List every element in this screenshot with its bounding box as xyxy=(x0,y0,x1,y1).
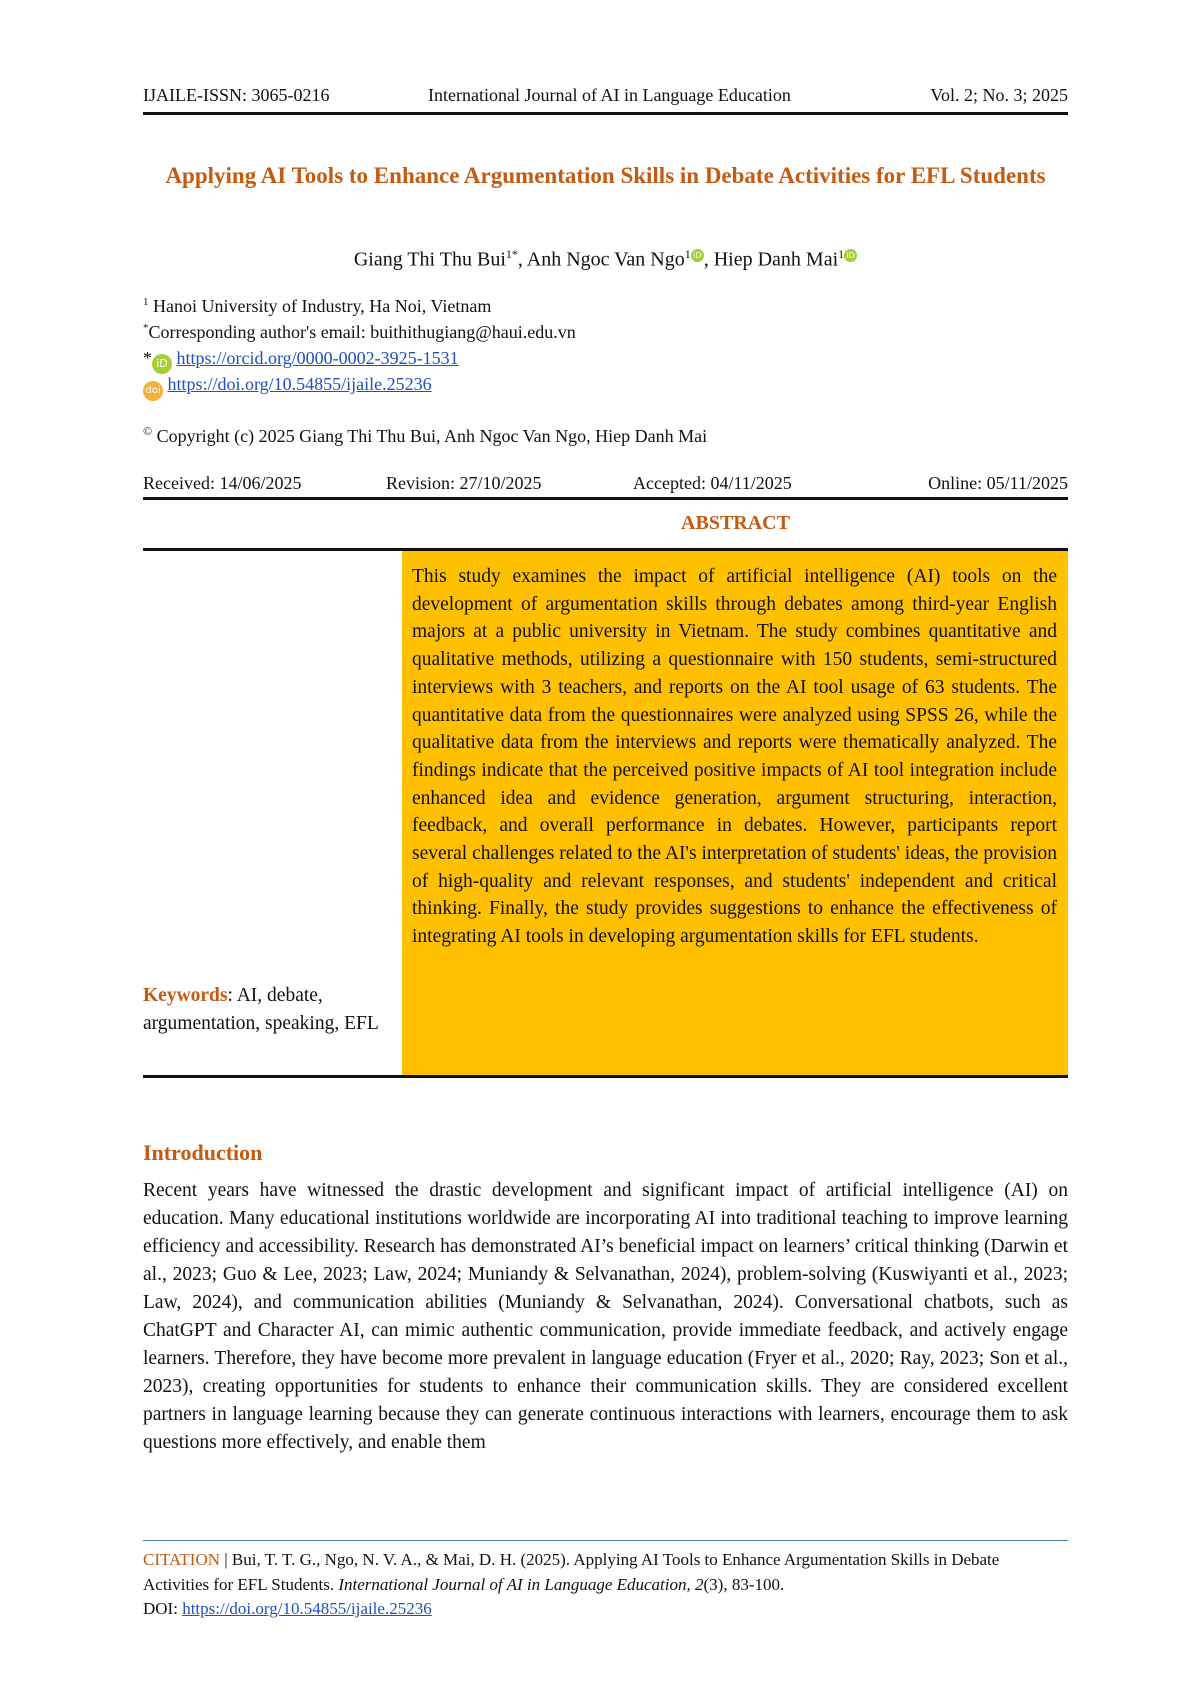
corresponding-author xyxy=(143,322,576,343)
accepted-date: Accepted: 04/11/2025 xyxy=(633,473,792,493)
abstract-box xyxy=(402,551,1068,1075)
publication-dates xyxy=(143,473,1068,500)
keywords xyxy=(143,982,393,1037)
affiliation-superscript: 1 xyxy=(143,296,149,308)
copyright-icon: © xyxy=(143,424,153,438)
keywords-label: Keywords xyxy=(143,985,228,1006)
journal-name: International Journal of AI in Language Education xyxy=(428,85,791,105)
revision-date: Revision: 27/10/2025 xyxy=(386,473,542,493)
affiliation xyxy=(143,296,491,317)
citation-journal: International Journal of AI in Language Education, 2 xyxy=(338,1574,704,1594)
copyright-line xyxy=(143,424,707,447)
author-superscript: 1 xyxy=(838,247,845,261)
author-superscript: 1* xyxy=(505,247,518,261)
doi-line xyxy=(143,374,432,401)
running-header xyxy=(143,84,1068,115)
orcid-prefix: * xyxy=(143,348,152,368)
article-title: Applying AI Tools to Enhance Argumentation Skills in Debate Activities for EFL Students xyxy=(165,163,1046,188)
citation-issue: (3), 83-100. xyxy=(703,1574,785,1594)
introduction-paragraph: Recent years have witnessed the drastic development and significant impact of artificial intelligence (AI) on education. Many educational institutions worldwide are incorporating AI into traditional teaching to improve learning efficiency and accessibility. Research has demonstrated AI’s beneficial impact on learners’ critical thinking (Darwin et al., 2023; Guo & Lee, 2023; Law, 2024; Muniandy & Selvanathan, 2024), problem-solving (Kuswiyanti et al., 2023; Law, 2024), and communication abilities (Muniandy & Selvanathan, 2024). Conversational chatbots, such as ChatGPT and Character AI, can mimic authentic communication, provide immediate feedback, and actively engage learners. Therefore, they have become more prevalent in language education (Fryer et al., 2020; Ray, 2023; Son et al., 2023), creating opportunities for students to enhance their communication skills. They are considered excellent partners in language learning because they can generate continuous interactions with learners, encourage them to ask questions more effectively, and enable them xyxy=(143,1180,1068,1453)
doi-icon: doi xyxy=(143,381,163,401)
citation-block xyxy=(143,1548,1068,1622)
author-superscript: 1 xyxy=(684,247,691,261)
online-date: Online: 05/11/2025 xyxy=(928,473,1068,493)
keywords-text: : AI, debate, argumentation, speaking, EFL xyxy=(143,985,379,1034)
doi-link[interactable]: https://doi.org/10.54855/ijaile.25236 xyxy=(167,374,432,394)
abstract-text: This study examines the impact of artificial intelligence (AI) tools on the development of argumentation skills through debates among third-year English majors at a public university in Vietnam. The study combines quantitative and qualitative methods, utilizing a questionnaire with 150 students, semi-structured interviews with 3 teachers, and reports on the AI tool usage of 63 students. The quantitative data from the questionnaires were analyzed using SPSS 26, while the qualitative data from the interviews and reports were thematically analyzed. The findings indicate that the perceived positive impacts of AI tool integration include enhanced idea and evidence generation, argument structuring, interaction, feedback, and overall performance in debates. However, participants report several challenges related to the AI's interpretation of students' ideas, the provision of high-quality and relevant responses, and students' independent and critical thinking. Finally, the study provides suggestions to enhance the effectiveness of integrating AI tools in developing argumentation skills for EFL students. xyxy=(412,566,1057,948)
citation-rule xyxy=(143,1540,1068,1541)
author-name: Hiep Danh Mai xyxy=(713,248,839,271)
corresponding-superscript: * xyxy=(143,322,149,334)
citation-label: CITATION xyxy=(143,1550,221,1569)
corresponding-email: Corresponding author's email: buithithugiang@haui.edu.vn xyxy=(148,322,576,342)
orcid-icon[interactable]: iD xyxy=(691,249,704,262)
orcid-line xyxy=(143,348,459,374)
citation-separator: | xyxy=(220,1550,232,1569)
copyright-text: Copyright (c) 2025 Giang Thi Thu Bui, Anh Ngoc Van Ngo, Hiep Danh Mai xyxy=(156,426,708,446)
orcid-link[interactable]: https://orcid.org/0000-0002-3925-1531 xyxy=(176,348,459,368)
received-date: Received: 14/06/2025 xyxy=(143,473,302,493)
author-name: Giang Thi Thu Bui xyxy=(353,248,506,271)
volume-info: Vol. 2; No. 3; 2025 xyxy=(930,85,1068,105)
citation-doi-label: DOI: xyxy=(143,1599,183,1618)
orcid-icon[interactable]: iD xyxy=(844,249,857,262)
abstract-heading: ABSTRACT xyxy=(681,512,790,534)
author-list: Giang Thi Thu Bui$^{1*}$, Anh Ngoc Van Ngo$^1$ iD , Hiep Danh Mai$^1$ iD xyxy=(143,247,1068,272)
abstract-bottom-rule xyxy=(143,1075,1068,1078)
introduction-heading: Introduction xyxy=(143,1140,263,1165)
citation-text: Bui, T. T. G., Ngo, N. V. A., & Mai, D. H. (2025). Applying AI Tools to Enhance Argumentation Skills in Debate Activities for EFL Students. xyxy=(143,1550,1000,1594)
orcid-icon: iD xyxy=(152,354,172,374)
journal-issn: IJAILE-ISSN: 3065-0216 xyxy=(143,85,330,105)
affiliation-text: Hanoi University of Industry, Ha Noi, Vietnam xyxy=(153,296,492,316)
citation-doi-link[interactable]: https://doi.org/10.54855/ijaile.25236 xyxy=(182,1599,432,1618)
author-name: Anh Ngoc Van Ngo xyxy=(526,248,685,271)
